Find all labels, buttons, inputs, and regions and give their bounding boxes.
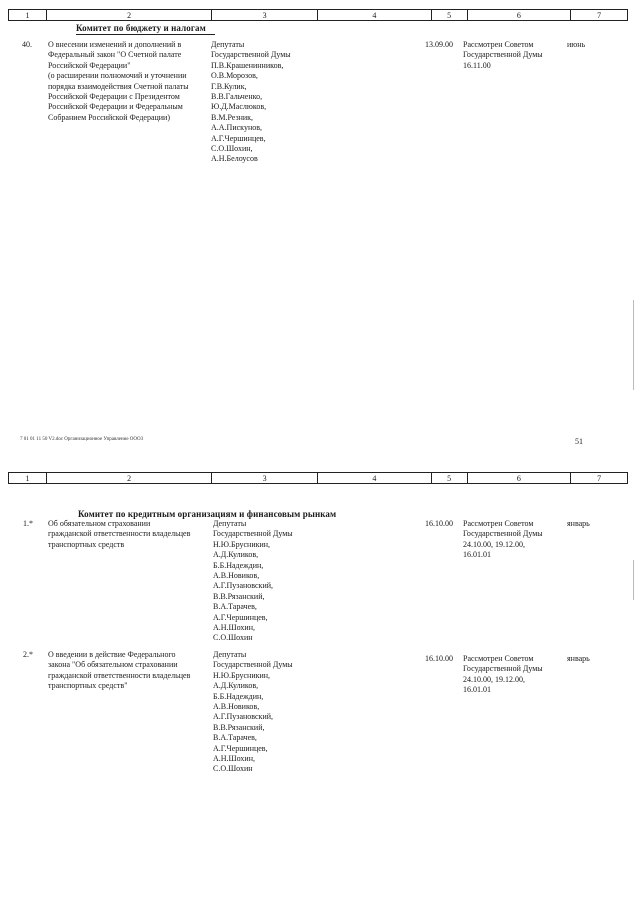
bill-status — [463, 654, 543, 696]
bill-status — [463, 40, 543, 71]
row-number: 2.* — [23, 650, 33, 659]
col-header-3: 3 — [212, 473, 318, 483]
bill-title-line: гражданской ответственности владельцев — [48, 670, 191, 680]
bill-title-line: Об обязательном страховании — [48, 519, 151, 528]
status-line: Рассмотрен Советом — [463, 519, 534, 528]
author-line: В.М.Резник, — [211, 112, 254, 122]
author-line: В.А.Тарачев, — [213, 733, 257, 743]
author-line: А.Н.Белоусов — [211, 154, 258, 164]
author-line: Государственной Думы — [213, 660, 293, 670]
col-header-2: 2 — [47, 10, 212, 20]
author-line: А.Г.Пузановский, — [213, 581, 273, 591]
author-line: В.В.Рязанский, — [213, 591, 265, 601]
author-line: Депутаты — [213, 519, 247, 528]
bill-authors — [211, 40, 291, 165]
author-line: А.В.Новиков, — [213, 702, 260, 712]
author-line: С.О.Шохин, — [211, 144, 253, 154]
planned-month: январь — [567, 654, 590, 663]
status-line: Рассмотрен Советом — [463, 40, 534, 49]
author-line: А.Н.Шохин, — [213, 754, 255, 764]
bill-title-line: закона "Об обязательном страховании — [48, 660, 178, 670]
author-line: В.В.Гальченко, — [211, 92, 263, 102]
col-header-4: 4 — [318, 473, 432, 483]
bill-title-line: порядка взаимодействия Счетной палаты — [48, 81, 189, 91]
author-line: А.Г.Чершинцев, — [213, 612, 268, 622]
author-line: С.О.Шохин — [213, 633, 253, 643]
author-line: Депутаты — [211, 40, 245, 49]
page1-column-header — [8, 9, 628, 21]
bill-authors — [213, 650, 293, 775]
bill-title — [48, 40, 189, 123]
col-header-6: 6 — [468, 10, 572, 20]
author-line: Г.В.Кулик, — [211, 81, 247, 91]
author-line: А.Д.Куликов, — [213, 550, 259, 560]
status-line: Государственной Думы — [463, 529, 543, 539]
author-line: А.Н.Шохин, — [213, 623, 255, 633]
status-line: Рассмотрен Советом — [463, 654, 534, 663]
author-line: Б.Б.Надеждин, — [213, 560, 264, 570]
status-line: Государственной Думы — [463, 50, 543, 60]
bill-title — [48, 650, 190, 692]
status-line: 24.10.00, 19.12.00, — [463, 674, 525, 684]
status-line: 16.01.01 — [463, 685, 491, 695]
scan-edge-mark — [633, 300, 634, 390]
author-line: А.Г.Чершинцев, — [213, 743, 268, 753]
col-header-7: 7 — [597, 11, 602, 20]
author-line: А.Г.Пузановский, — [213, 712, 273, 722]
bill-status — [463, 519, 543, 561]
author-line: Б.Б.Надеждин, — [213, 691, 264, 701]
status-line: 16.01.01 — [463, 550, 491, 560]
author-line: Ю.Д.Маслюков, — [211, 102, 267, 112]
status-line: 16.11.00 — [463, 60, 491, 70]
scan-edge-mark — [633, 560, 634, 600]
page-number: 51 — [575, 437, 583, 446]
status-line: 24.10.00, 19.12.00, — [463, 539, 525, 549]
col-header-3: 3 — [212, 10, 318, 20]
document-footer: 7 01 01 11 50 V2.doc Организационное Управление ООО3 — [20, 437, 144, 442]
planned-month: январь — [567, 519, 590, 528]
bill-title-line: О введении в действие Федерального — [48, 650, 176, 659]
author-line: В.А.Тарачев, — [213, 602, 257, 612]
col-header-6: 6 — [468, 473, 572, 483]
bill-title-line: (о расширении полномочий и уточнении — [48, 71, 187, 81]
row-number: 40. — [22, 40, 32, 49]
bill-title-line: О внесении изменений и дополнений в — [48, 40, 182, 49]
col-header-1: 1 — [9, 10, 47, 20]
submission-date: 13.09.00 — [425, 40, 453, 49]
bill-title-line: Российской Федерации" — [48, 60, 131, 70]
submission-date: 16.10.00 — [425, 519, 453, 528]
author-line: В.В.Рязанский, — [213, 722, 265, 732]
section-underline — [76, 34, 215, 35]
col-header-5: 5 — [432, 473, 468, 483]
row-number: 1.* — [23, 519, 33, 528]
section-title: Комитет по бюджету и налогам — [76, 23, 206, 33]
col-header-4: 4 — [318, 10, 432, 20]
bill-title-line: Собранием Российской Федерации) — [48, 112, 171, 122]
author-line: С.О.Шохин — [213, 764, 253, 774]
author-line: А.Г.Чершинцев, — [211, 133, 266, 143]
col-header-2: 2 — [47, 473, 212, 483]
author-line: П.В.Крашенинников, — [211, 60, 284, 70]
author-line: А.Д.Куликов, — [213, 681, 259, 691]
author-line: Государственной Думы — [211, 50, 291, 60]
bill-title-line: транспортных средств" — [48, 681, 128, 691]
author-line: А.В.Новиков, — [213, 571, 260, 581]
author-line: Государственной Думы — [213, 529, 293, 539]
author-line: Депутаты — [213, 650, 247, 659]
status-line: Государственной Думы — [463, 664, 543, 674]
author-line: Н.Ю.Брусникин, — [213, 670, 271, 680]
bill-title — [48, 519, 190, 550]
planned-month: июнь — [567, 40, 586, 49]
author-line: А.А.Пискунов, — [211, 123, 262, 133]
bill-title-line: Российской Федерации с Президентом — [48, 92, 180, 102]
bill-title-line: транспортных средств — [48, 539, 125, 549]
col-header-7: 7 — [597, 474, 602, 483]
author-line: Н.Ю.Брусникин, — [213, 539, 271, 549]
col-header-5: 5 — [432, 10, 468, 20]
col-header-1: 1 — [9, 473, 47, 483]
bill-title-line: Федеральный закон "О Счетной палате — [48, 50, 182, 60]
submission-date: 16.10.00 — [425, 654, 453, 663]
page2-column-header — [8, 472, 628, 484]
author-line: О.В.Морозов, — [211, 71, 258, 81]
bill-title-line: гражданской ответственности владельцев — [48, 529, 191, 539]
bill-title-line: Российской Федерации и Федеральным — [48, 102, 183, 112]
section-title: Комитет по кредитным организациям и финансовым рынкам — [78, 509, 337, 519]
bill-authors — [213, 519, 293, 644]
